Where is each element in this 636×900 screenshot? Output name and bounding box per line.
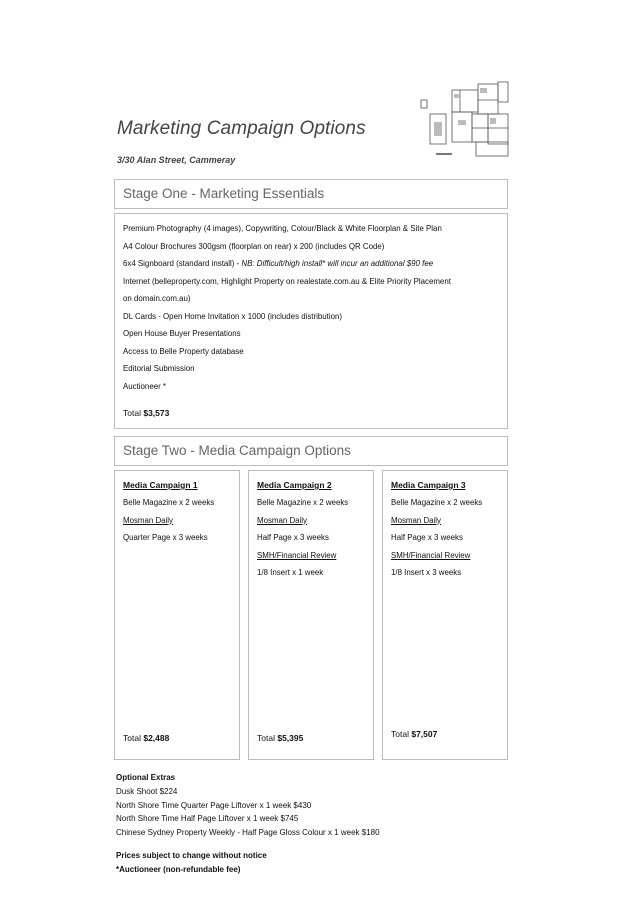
list-item: Access to Belle Property database [123,346,244,356]
campaign-line: Mosman Daily [257,515,307,525]
stage-one-header [114,179,508,209]
page-title: Marketing Campaign Options [117,118,366,139]
price-note: Prices subject to change without notice [116,851,267,860]
campaign-line: SMH/Financial Review [257,550,337,560]
campaign-line: SMH/Financial Review [391,550,471,560]
optional-extras [116,771,380,840]
stage-one-heading: Stage One - Marketing Essentials [123,186,325,201]
list-item: Open House Buyer Presentations [123,329,241,338]
list-item: A4 Colour Brochures 300gsm (floorplan on rear) x 200 (includes QR Code) [123,241,385,251]
campaign-line: 1/8 Insert x 1 week [257,568,324,578]
campaign-line: Mosman Daily [123,515,173,525]
campaign-line: Belle Magazine x 2 weeks [391,498,483,507]
list-item: Auctioneer * [123,381,166,391]
total-value: $3,573 [143,408,170,418]
list-item: Internet (belleproperty.com, Highlight Property on realestate.com.au & Elite Priority Placement [123,276,451,286]
signboard-text: 6x4 Signboard (standard install) - [123,259,242,268]
campaign-line: Belle Magazine x 2 weeks [257,498,349,507]
list-item-signboard [123,255,499,273]
list-item: on domain.com.au) [123,294,191,303]
stage-one-total [123,408,169,418]
campaign-name: Media Campaign 2 [257,480,332,490]
campaign-line: Half Page x 3 weeks [391,533,463,543]
media-campaign-1 [114,470,240,760]
extra-item: North Shore Time Half Page Liftover x 1 week $745 [116,814,299,824]
campaign-line: Mosman Daily [391,515,441,525]
total-value: $5,395 [277,733,304,743]
media-campaign-2 [248,470,374,760]
total-label: Total [257,733,275,743]
total-label: Total [123,408,141,418]
stage-two-heading: Stage Two - Media Campaign Options [123,443,351,458]
list-item: DL Cards - Open Home Invitation x 1000 (includes distribution) [123,311,342,321]
media-campaign-3 [382,470,508,760]
extra-item: North Shore Time Quarter Page Liftover x 1 week $430 [116,800,312,810]
total-value: $7,507 [411,729,438,739]
campaign-line: 1/8 Insert x 3 weeks [391,568,462,578]
campaign-line: Belle Magazine x 2 weeks [123,498,215,507]
floorplan-image [418,80,512,162]
campaign-name: Media Campaign 1 [123,480,198,490]
signboard-note: NB: Difficult/high install* will incur an additional $90 fee [241,259,434,268]
campaign-total [257,733,303,743]
stage-two-header [114,436,508,466]
list-item: Editorial Submission [123,364,195,373]
auctioneer-note: *Auctioneer (non-refundable fee) [116,864,241,874]
extra-item: Dusk Shoot $224 [116,786,178,796]
campaign-line: Half Page x 3 weeks [257,533,329,543]
property-address: 3/30 Alan Street, Cammeray [117,155,236,165]
campaign-total [123,733,169,743]
list-item: Premium Photography (4 images), Copywriting, Colour/Black & White Floorplan & Site Plan [123,224,442,233]
optional-extras-heading: Optional Extras [116,773,176,782]
campaign-total [391,729,437,739]
total-label: Total [123,733,141,743]
extra-item: Chinese Sydney Property Weekly - Half Page Gloss Colour x 1 week $180 [116,828,380,838]
campaign-line: Quarter Page x 3 weeks [123,533,208,543]
campaign-name: Media Campaign 3 [391,480,466,490]
stage-one-items [114,213,508,429]
total-label: Total [391,729,409,739]
footer-notes [116,849,267,876]
total-value: $2,488 [143,733,170,743]
